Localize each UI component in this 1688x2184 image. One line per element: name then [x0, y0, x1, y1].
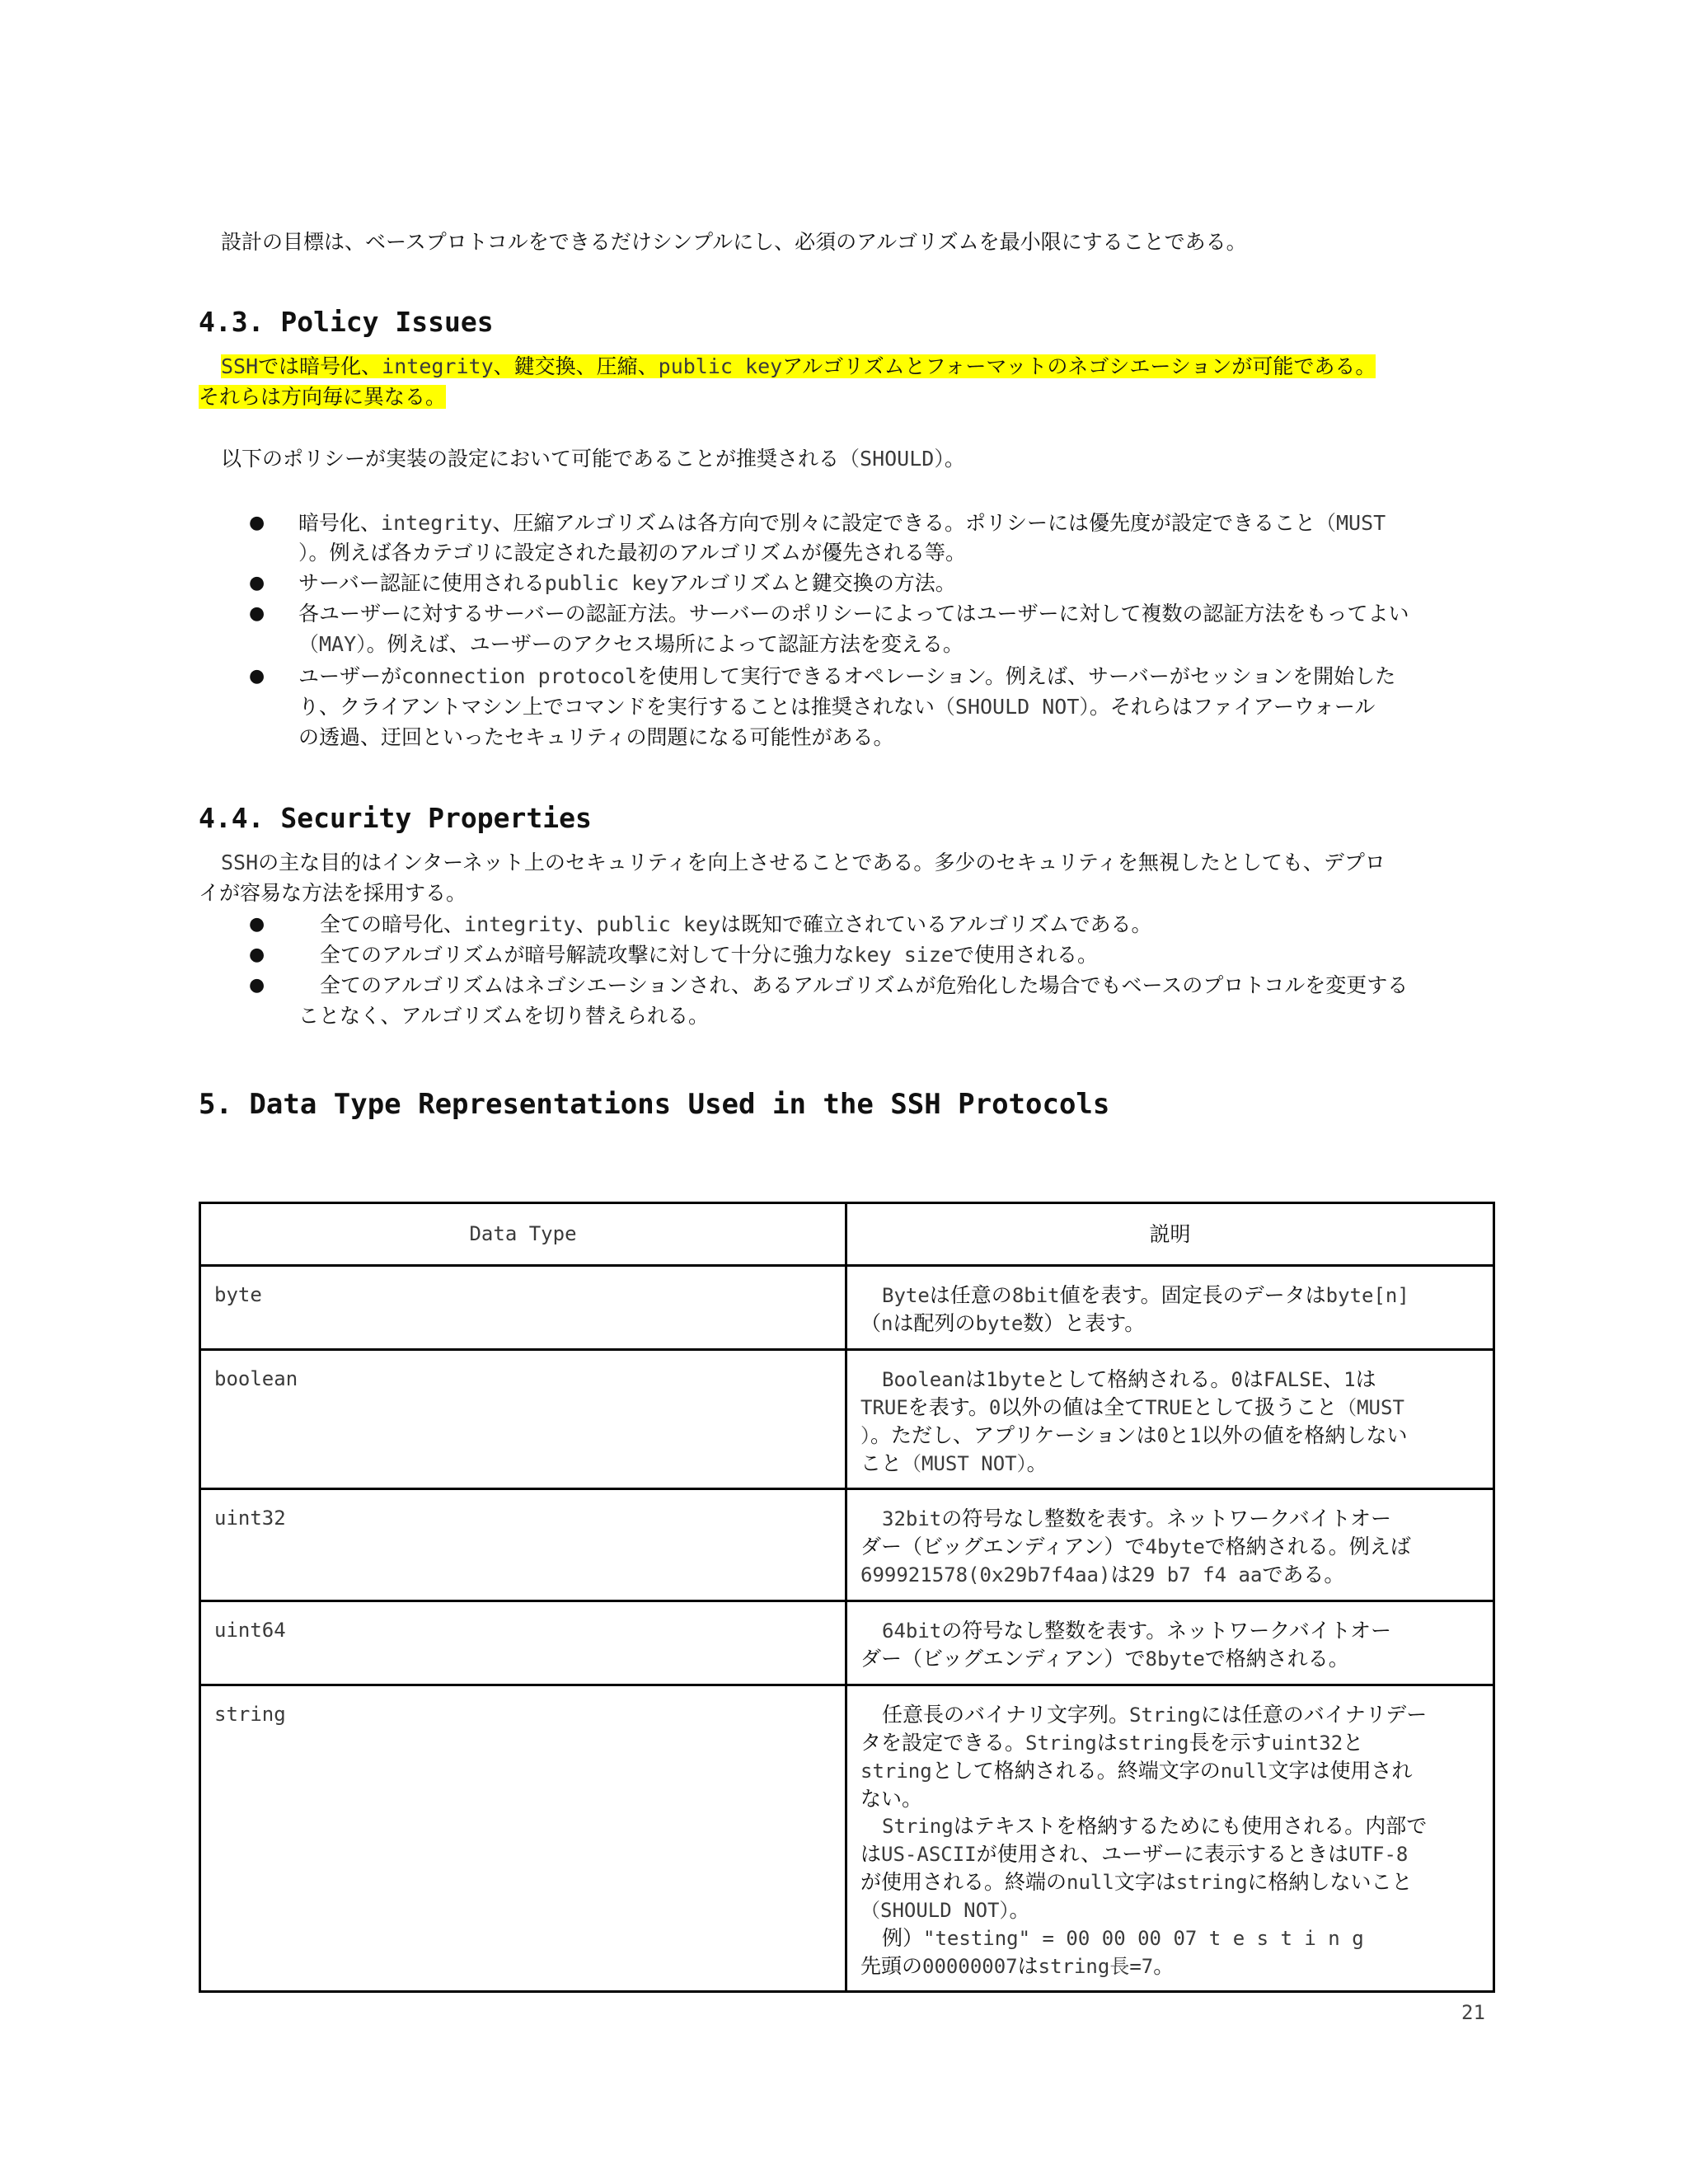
text-run: 1 — [1343, 1368, 1356, 1391]
description-line — [860, 1505, 1479, 1533]
security-paragraph-line-2: イが容易な方法を採用する。 — [199, 881, 467, 905]
text-run: 8byte — [1145, 1647, 1205, 1671]
table-cell — [846, 1266, 1494, 1350]
table-header-cell — [200, 1203, 846, 1266]
description-line — [860, 1868, 1479, 1896]
policy-bullet-4-line-1 — [298, 662, 1395, 691]
text-run: n — [881, 1312, 893, 1335]
text-run: は — [860, 1842, 882, 1866]
text-run: SSH — [221, 354, 259, 378]
bullet-icon: ● — [249, 975, 265, 996]
text-run: では暗号化、 — [258, 354, 382, 378]
text-run: 、 — [1323, 1367, 1344, 1391]
text-run: 以外の値は全て — [1001, 1395, 1146, 1419]
text-run: 。それらはファイアーウォール — [1089, 695, 1376, 719]
description-line — [860, 1952, 1479, 1980]
policy-bullet-4-line-2 — [298, 692, 1375, 721]
text-run: は既知で確立されているアルゴリズムである。 — [720, 912, 1152, 936]
text-run: 暗号化、 — [298, 511, 382, 535]
text-run: string — [1117, 1732, 1189, 1755]
text-run: の符号なし整数を表す。ネットワークバイトオー — [941, 1619, 1392, 1643]
text-run: 例） — [882, 1926, 924, 1950]
type-description — [847, 1267, 1493, 1347]
text-run: 、鍵交換、圧縮、 — [493, 354, 659, 378]
text-run: に格納しないこと — [1247, 1870, 1413, 1894]
description-line — [860, 1533, 1479, 1561]
text-run: 1 — [1189, 1424, 1202, 1447]
text-run: byte — [975, 1312, 1024, 1335]
text-run: 。 — [1153, 1954, 1175, 1978]
security-bullet-3-line-2: ことなく、アルゴリズムを切り替えられる。 — [298, 1004, 710, 1028]
text-run: それらは方向毎に異なる。 — [199, 385, 447, 409]
text-run: TRUE — [1145, 1396, 1193, 1419]
header-data-type: Data Type — [469, 1222, 577, 1245]
text-run: 。例えば、ユーザーのアクセス場所によって認証方法を変える。 — [366, 632, 964, 656]
text-run: ） — [298, 541, 309, 565]
type-name: byte — [214, 1283, 262, 1306]
text-run: 。ただし、アプリケーションは — [870, 1423, 1157, 1447]
bullet-icon: ● — [249, 603, 265, 624]
text-run: 以外の値を格納しない — [1201, 1423, 1408, 1447]
page-number: 21 — [1461, 2001, 1485, 2024]
description-line — [860, 1729, 1479, 1757]
text-run: は — [1355, 1367, 1376, 1391]
text-run: ） — [860, 1424, 870, 1447]
description-line — [860, 1366, 1479, 1394]
text-run: である。 — [1262, 1563, 1345, 1586]
security-bullet-1 — [320, 910, 1152, 939]
text-run: 。 — [1009, 1898, 1030, 1922]
table-cell — [846, 1685, 1494, 1992]
type-name: string — [214, 1703, 286, 1726]
text-run: の主な目的はインターネット上のセキュリティを向上させることである。多少のセキュリティを無視したとしても、デプロ — [258, 851, 1386, 874]
text-run: String — [1129, 1704, 1201, 1727]
policy-bullet-4-line-3: の透過、迂回といったセキュリティの問題になる可能性がある。 — [298, 725, 894, 749]
table-cell — [846, 1350, 1494, 1489]
policy-bullet-2 — [298, 569, 956, 598]
text-run: integrity — [464, 912, 576, 936]
text-run: で使用される。 — [953, 943, 1098, 967]
description-line: ない。 — [860, 1787, 923, 1811]
table-header-row — [200, 1203, 1494, 1266]
text-run: が使用される。終端の — [860, 1870, 1067, 1894]
security-bullet-2 — [320, 940, 1098, 969]
policy-bullet-3-line-2 — [298, 630, 964, 658]
description-line — [860, 1840, 1479, 1868]
description-line — [860, 1701, 1479, 1729]
highlighted-paragraph-line-2 — [199, 382, 446, 411]
highlighted-paragraph-line-1 — [221, 352, 1376, 381]
type-name: uint64 — [214, 1619, 286, 1642]
text-run: 、圧縮アルゴリズムは各方向で別々に設定できる。ポリシーには優先度が設定できること — [492, 511, 1315, 535]
text-run: 全てのアルゴリズムが暗号解読攻撃に対して十分に強力な — [320, 943, 855, 967]
text-run: 以下のポリシーが実装の設定において可能であることが推奨される — [221, 447, 840, 471]
text-run: 文字は使用され — [1268, 1759, 1413, 1783]
text-run: 。 — [944, 447, 965, 471]
table-cell — [846, 1601, 1494, 1685]
text-run: String — [882, 1815, 954, 1838]
text-run: （SHOULD NOT） — [860, 1899, 1010, 1922]
text-run: 文字は — [1114, 1870, 1176, 1894]
text-run: SSH — [221, 851, 259, 874]
text-run: 長を示す — [1189, 1731, 1272, 1755]
text-run: 64bit — [882, 1619, 942, 1643]
text-run: public key — [596, 912, 721, 936]
text-run: （MUST — [1337, 1396, 1404, 1419]
description-line — [860, 1561, 1479, 1589]
text-run: 0 — [988, 1396, 1001, 1419]
bullet-icon: ● — [249, 944, 265, 965]
text-run: integrity — [381, 511, 493, 535]
text-run: を表す。 — [907, 1395, 989, 1419]
table-row — [200, 1685, 1494, 1992]
text-run: の符号なし整数を表す。ネットワークバイトオー — [941, 1507, 1392, 1530]
text-run: は — [1242, 1367, 1264, 1391]
text-run: integrity — [382, 354, 494, 378]
text-run: Boolean — [882, 1368, 966, 1391]
text-run: public key — [544, 571, 669, 595]
table-row — [200, 1266, 1494, 1350]
description-line — [860, 1394, 1479, 1422]
text-run: として格納される。 — [1045, 1367, 1231, 1391]
data-type-table — [199, 1202, 1495, 1993]
text-run: US-ASCII — [881, 1843, 977, 1866]
text-run: （SHOULD） — [839, 447, 945, 471]
description-line — [860, 1617, 1479, 1645]
table-cell — [200, 1685, 846, 1992]
text-run: （MUST — [1315, 511, 1386, 535]
text-run: 数）と表す。 — [1023, 1311, 1146, 1335]
text-run: を使用して実行できるオペレーション。例えば、サーバーがセッションを開始した — [637, 664, 1396, 688]
text-run: で格納される。例えば — [1204, 1535, 1411, 1558]
text-run: は — [965, 1367, 987, 1391]
text-run: は任意の — [929, 1283, 1012, 1307]
type-description — [847, 1686, 1493, 1990]
text-run: （SHOULD NOT） — [934, 695, 1090, 719]
text-run: String — [1025, 1732, 1097, 1755]
text-run: 任意長のバイナリ文字列。 — [882, 1703, 1130, 1727]
description-line — [860, 1812, 1479, 1840]
text-run: 699921578(0x29b7f4aa) — [860, 1563, 1111, 1586]
text-run: は — [1096, 1731, 1118, 1755]
text-run: null — [1067, 1871, 1114, 1894]
text-run: で格納される。 — [1204, 1647, 1349, 1671]
bullet-icon: ● — [249, 513, 265, 533]
table-row — [200, 1350, 1494, 1489]
text-run: byte[n] — [1325, 1284, 1409, 1307]
text-run: "testing" = 00 00 00 07 t e s t i n g — [923, 1927, 1364, 1950]
description-line — [860, 1422, 1479, 1450]
text-run: アルゴリズムとフォーマットのネゴシエーションが可能である。 — [782, 354, 1376, 378]
table-cell — [200, 1266, 846, 1350]
text-run: り、クライアントマシン上でコマンドを実行することは推奨されない — [298, 695, 935, 719]
text-run: 4byte — [1145, 1535, 1205, 1558]
text-run: 1byte — [986, 1368, 1046, 1391]
description-line — [860, 1757, 1479, 1785]
text-run: 全ての暗号化、 — [320, 912, 465, 936]
text-run: connection protocol — [401, 664, 637, 688]
text-run: 00000007 — [922, 1955, 1018, 1978]
text-run: が使用され、ユーザーに表示するときは — [976, 1842, 1349, 1866]
text-run: 29 b7 f4 aa — [1131, 1563, 1263, 1586]
text-run: サーバー認証に使用される — [298, 571, 545, 595]
text-run: FALSE — [1263, 1368, 1324, 1391]
policy-intro-paragraph — [221, 444, 965, 473]
text-run: string — [1175, 1871, 1248, 1894]
description-line — [860, 1896, 1479, 1924]
description-line — [860, 1924, 1479, 1952]
text-run: ユーザーが — [298, 664, 402, 688]
text-run: 、 — [575, 912, 597, 936]
text-run: 8bit — [1011, 1284, 1060, 1307]
text-run: Byte — [882, 1284, 930, 1307]
text-run: 。例えば各カテゴリに設定された最初のアルゴリズムが優先される等。 — [308, 541, 967, 565]
bullet-icon: ● — [249, 666, 265, 687]
text-run: として扱うこと — [1193, 1395, 1338, 1419]
text-run: は — [1110, 1563, 1132, 1586]
table-row — [200, 1489, 1494, 1601]
policy-bullet-1-line-2 — [298, 538, 966, 567]
type-description — [847, 1490, 1493, 1599]
security-paragraph-line-1 — [221, 848, 1386, 877]
text-run: 長=7 — [1109, 1955, 1154, 1978]
text-run: 値を表す。固定長のデータは — [1059, 1283, 1326, 1307]
bullet-icon: ● — [249, 914, 265, 935]
text-run: と — [1343, 1731, 1364, 1755]
policy-bullet-1-line-1 — [298, 509, 1386, 537]
text-run: （MAY） — [298, 632, 367, 656]
table-cell — [200, 1489, 846, 1601]
text-run: 0 — [1156, 1424, 1169, 1447]
text-run: ダー（ビッグエンディアン）で — [860, 1535, 1146, 1558]
intro-paragraph: 設計の目標は、ベースプロトコルをできるだけシンプルにし、必須のアルゴリズムを最小限にすることである。 — [221, 230, 1247, 254]
type-description — [847, 1602, 1493, 1683]
table-cell — [200, 1601, 846, 1685]
policy-bullet-3-line-1: 各ユーザーに対するサーバーの認証方法。サーバーのポリシーによってはユーザーに対して複数の認証方法をもってよい — [298, 602, 1409, 626]
text-run: はテキストを格納するためにも使用される。内部で — [953, 1814, 1428, 1838]
text-run: は — [1017, 1954, 1039, 1978]
text-run: には任意のバイナリデー — [1200, 1703, 1428, 1727]
bullet-icon: ● — [249, 573, 265, 593]
text-run: 先頭の — [860, 1954, 923, 1978]
text-run: string — [860, 1760, 932, 1783]
text-run: （ — [860, 1311, 882, 1335]
text-run: ダー（ビッグエンディアン）で — [860, 1647, 1146, 1671]
type-name: boolean — [214, 1367, 298, 1390]
security-bullet-3-line-1: 全てのアルゴリズムはネゴシエーションされ、あるアルゴリズムが危殆化した場合でもベースのプロトコルを変更する — [320, 973, 1409, 997]
text-run: と — [1168, 1423, 1189, 1447]
text-run: null — [1220, 1760, 1268, 1783]
text-run: uint32 — [1271, 1732, 1343, 1755]
table-cell — [200, 1350, 846, 1489]
section-5-heading: 5. Data Type Representations Used in the SSH Protocols — [199, 1088, 1110, 1121]
section-4-3-heading: 4.3. Policy Issues — [199, 306, 494, 338]
text-run: key size — [854, 943, 954, 967]
text-run: 32bit — [882, 1507, 942, 1530]
text-run: public key — [658, 354, 783, 378]
table-row — [200, 1601, 1494, 1685]
description-line — [860, 1310, 1479, 1338]
text-run: こと — [860, 1451, 903, 1475]
section-4-4-heading: 4.4. Security Properties — [199, 802, 592, 834]
text-run: （MUST NOT） — [902, 1452, 1027, 1475]
table-cell — [846, 1489, 1494, 1601]
text-run: タを設定できる。 — [860, 1731, 1026, 1755]
text-run: として格納される。終端文字の — [931, 1759, 1221, 1783]
text-run: UTF-8 — [1348, 1843, 1409, 1866]
header-description: 説明 — [1149, 1222, 1191, 1246]
text-run: string — [1038, 1955, 1110, 1978]
text-run: TRUE — [860, 1396, 908, 1419]
description-line — [860, 1450, 1479, 1478]
table-header-cell — [846, 1203, 1494, 1266]
type-name: uint32 — [214, 1507, 286, 1530]
type-description — [847, 1351, 1493, 1488]
text-run: アルゴリズムと鍵交換の方法。 — [668, 571, 956, 595]
description-line — [860, 1645, 1479, 1673]
text-run: 0 — [1231, 1368, 1243, 1391]
description-line — [860, 1282, 1479, 1310]
text-run: 。 — [1026, 1451, 1048, 1475]
text-run: は配列の — [893, 1311, 976, 1335]
